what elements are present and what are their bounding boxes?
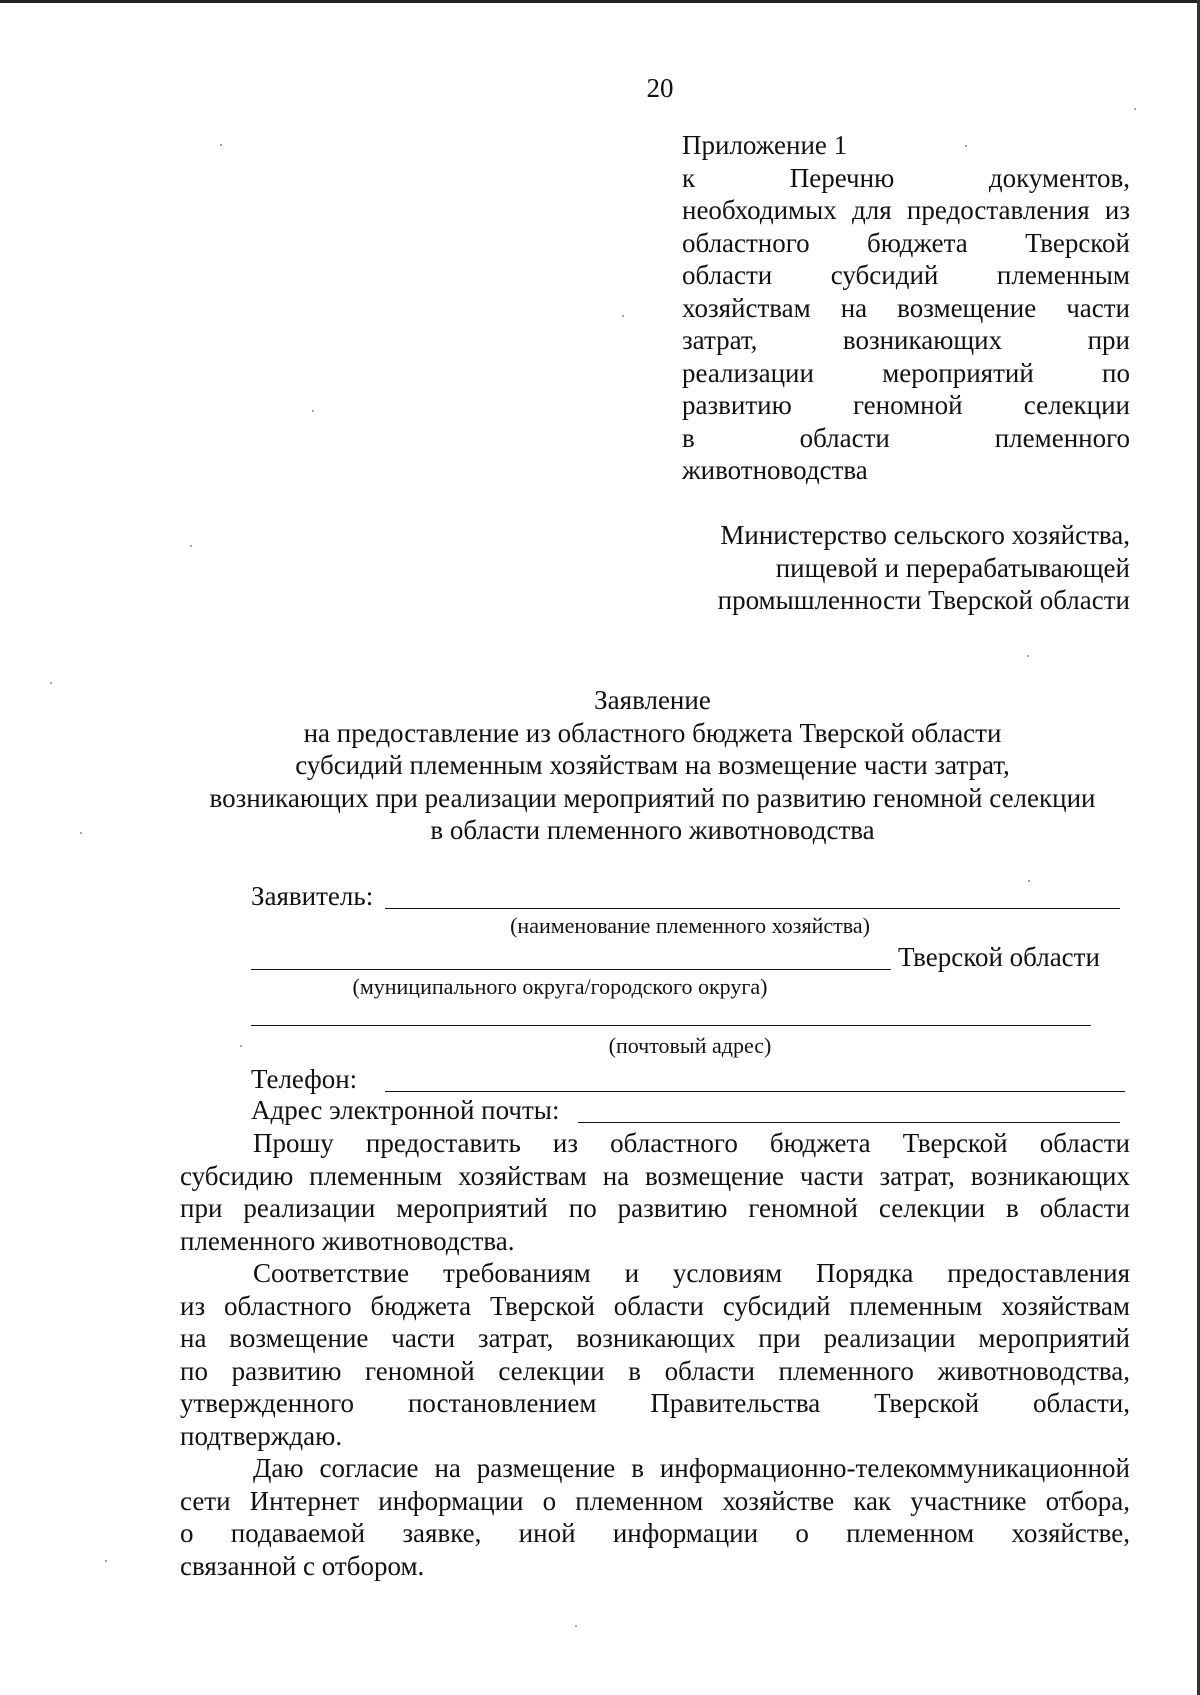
email-label: Адрес электронной почты: [251,1095,560,1125]
applicant-label: Заявитель: [251,881,374,911]
addressee-block [660,519,1130,617]
applicant-field-line[interactable] [385,908,1120,909]
scan-speck [240,1045,242,1047]
appendix-line: развитию геномной селекции [682,390,1130,420]
paragraph-line: племенного животноводства. [180,1225,515,1256]
appendix-line: к Перечню документов, [682,162,1130,193]
appendix-line: в области племенного [682,422,1130,453]
title-line: в области племенного животноводства [430,815,875,845]
scan-speck [190,545,192,547]
paragraph-line: Прошу предоставить из областного бюджета Тверской области [253,1128,1130,1158]
municipality-caption: (муниципального округа/городского округа) [352,974,768,999]
paragraph-line: субсидию племенным хозяйствам на возмещение части затрат, возникающих [180,1160,1130,1191]
paragraph-line: Даю согласие на размещение в информационно-телекоммуникационной [253,1453,1130,1483]
addressee-line: Министерство сельского хозяйства, [720,520,1130,550]
page-number: 20 [646,73,674,103]
compliance-paragraph [180,1257,1130,1452]
scan-speck [622,315,624,317]
paragraph-line: Соответствие требованиям и условиям Порядка предоставления [253,1258,1130,1288]
address-caption: (почтовый адрес) [608,1033,772,1058]
paragraph-line: сети Интернет информации о племенном хозяйстве как участнике отбора, [180,1485,1130,1516]
scan-speck [965,145,967,147]
appendix-line: области субсидий племенным [682,260,1130,290]
appendix-line: животноводства [682,455,868,485]
title-line: возникающих при реализации мероприятий по развитию геномной селекции [209,782,1096,813]
scan-speck [1028,880,1030,882]
appendix-line: необходимых для предоставления из [682,195,1130,225]
region-suffix: Тверской области [898,942,1100,972]
appendix-block [682,129,1130,487]
address-field-line[interactable] [251,1025,1091,1026]
scan-speck [1027,655,1029,657]
municipality-field-line[interactable] [251,969,891,970]
paragraph-line: о подаваемой заявке, иной информации о племенном хозяйстве, [180,1518,1130,1548]
title-heading: Заявление [594,685,711,715]
paragraph-line: из областного бюджета Тверской области субсидий племенным хозяйствам [180,1290,1130,1321]
scan-speck [105,1560,107,1562]
addressee-line: пищевой и перерабатывающей [775,552,1130,583]
addressee-line: промышленности Тверской области [717,585,1130,615]
paragraph-line: на возмещение части затрат, возникающих при реализации мероприятий [180,1323,1130,1353]
scan-speck [1134,108,1136,110]
paragraph-line: при реализации мероприятий по развитию геномной селекции в области [180,1193,1130,1223]
document-title [150,684,1155,847]
paragraph-line: по развитию геномной селекции в области племенного животноводства, [180,1355,1130,1386]
appendix-line: реализации мероприятий по [682,357,1130,388]
appendix-line: затрат, возникающих при [682,325,1130,355]
page-edge-top [0,0,1200,3]
phone-label: Телефон: [251,1064,358,1094]
appendix-line: хозяйствам на возмещение части [682,292,1130,323]
appendix-line: областного бюджета Тверской [682,227,1130,258]
appendix-line: Приложение 1 [682,130,848,160]
scan-speck [50,682,52,684]
email-field-line[interactable] [578,1122,1120,1123]
title-line: субсидий племенным хозяйствам на возмещение части затрат, [295,750,1010,780]
scan-speck [575,1625,577,1627]
scan-speck [220,144,222,146]
paragraph-line: связанной с отбором. [180,1550,425,1581]
paragraph-line: утвержденного постановлением Правительства Тверской области, [180,1388,1130,1418]
paragraph-line: подтверждаю. [180,1420,343,1451]
consent-paragraph [180,1452,1130,1582]
request-paragraph [180,1127,1130,1257]
phone-field-line[interactable] [385,1091,1125,1092]
scan-speck [312,410,314,412]
scan-speck [80,832,82,834]
applicant-caption: (наименование племенного хозяйства) [510,913,870,938]
title-line: на предоставление из областного бюджета Тверской области [303,717,1002,748]
